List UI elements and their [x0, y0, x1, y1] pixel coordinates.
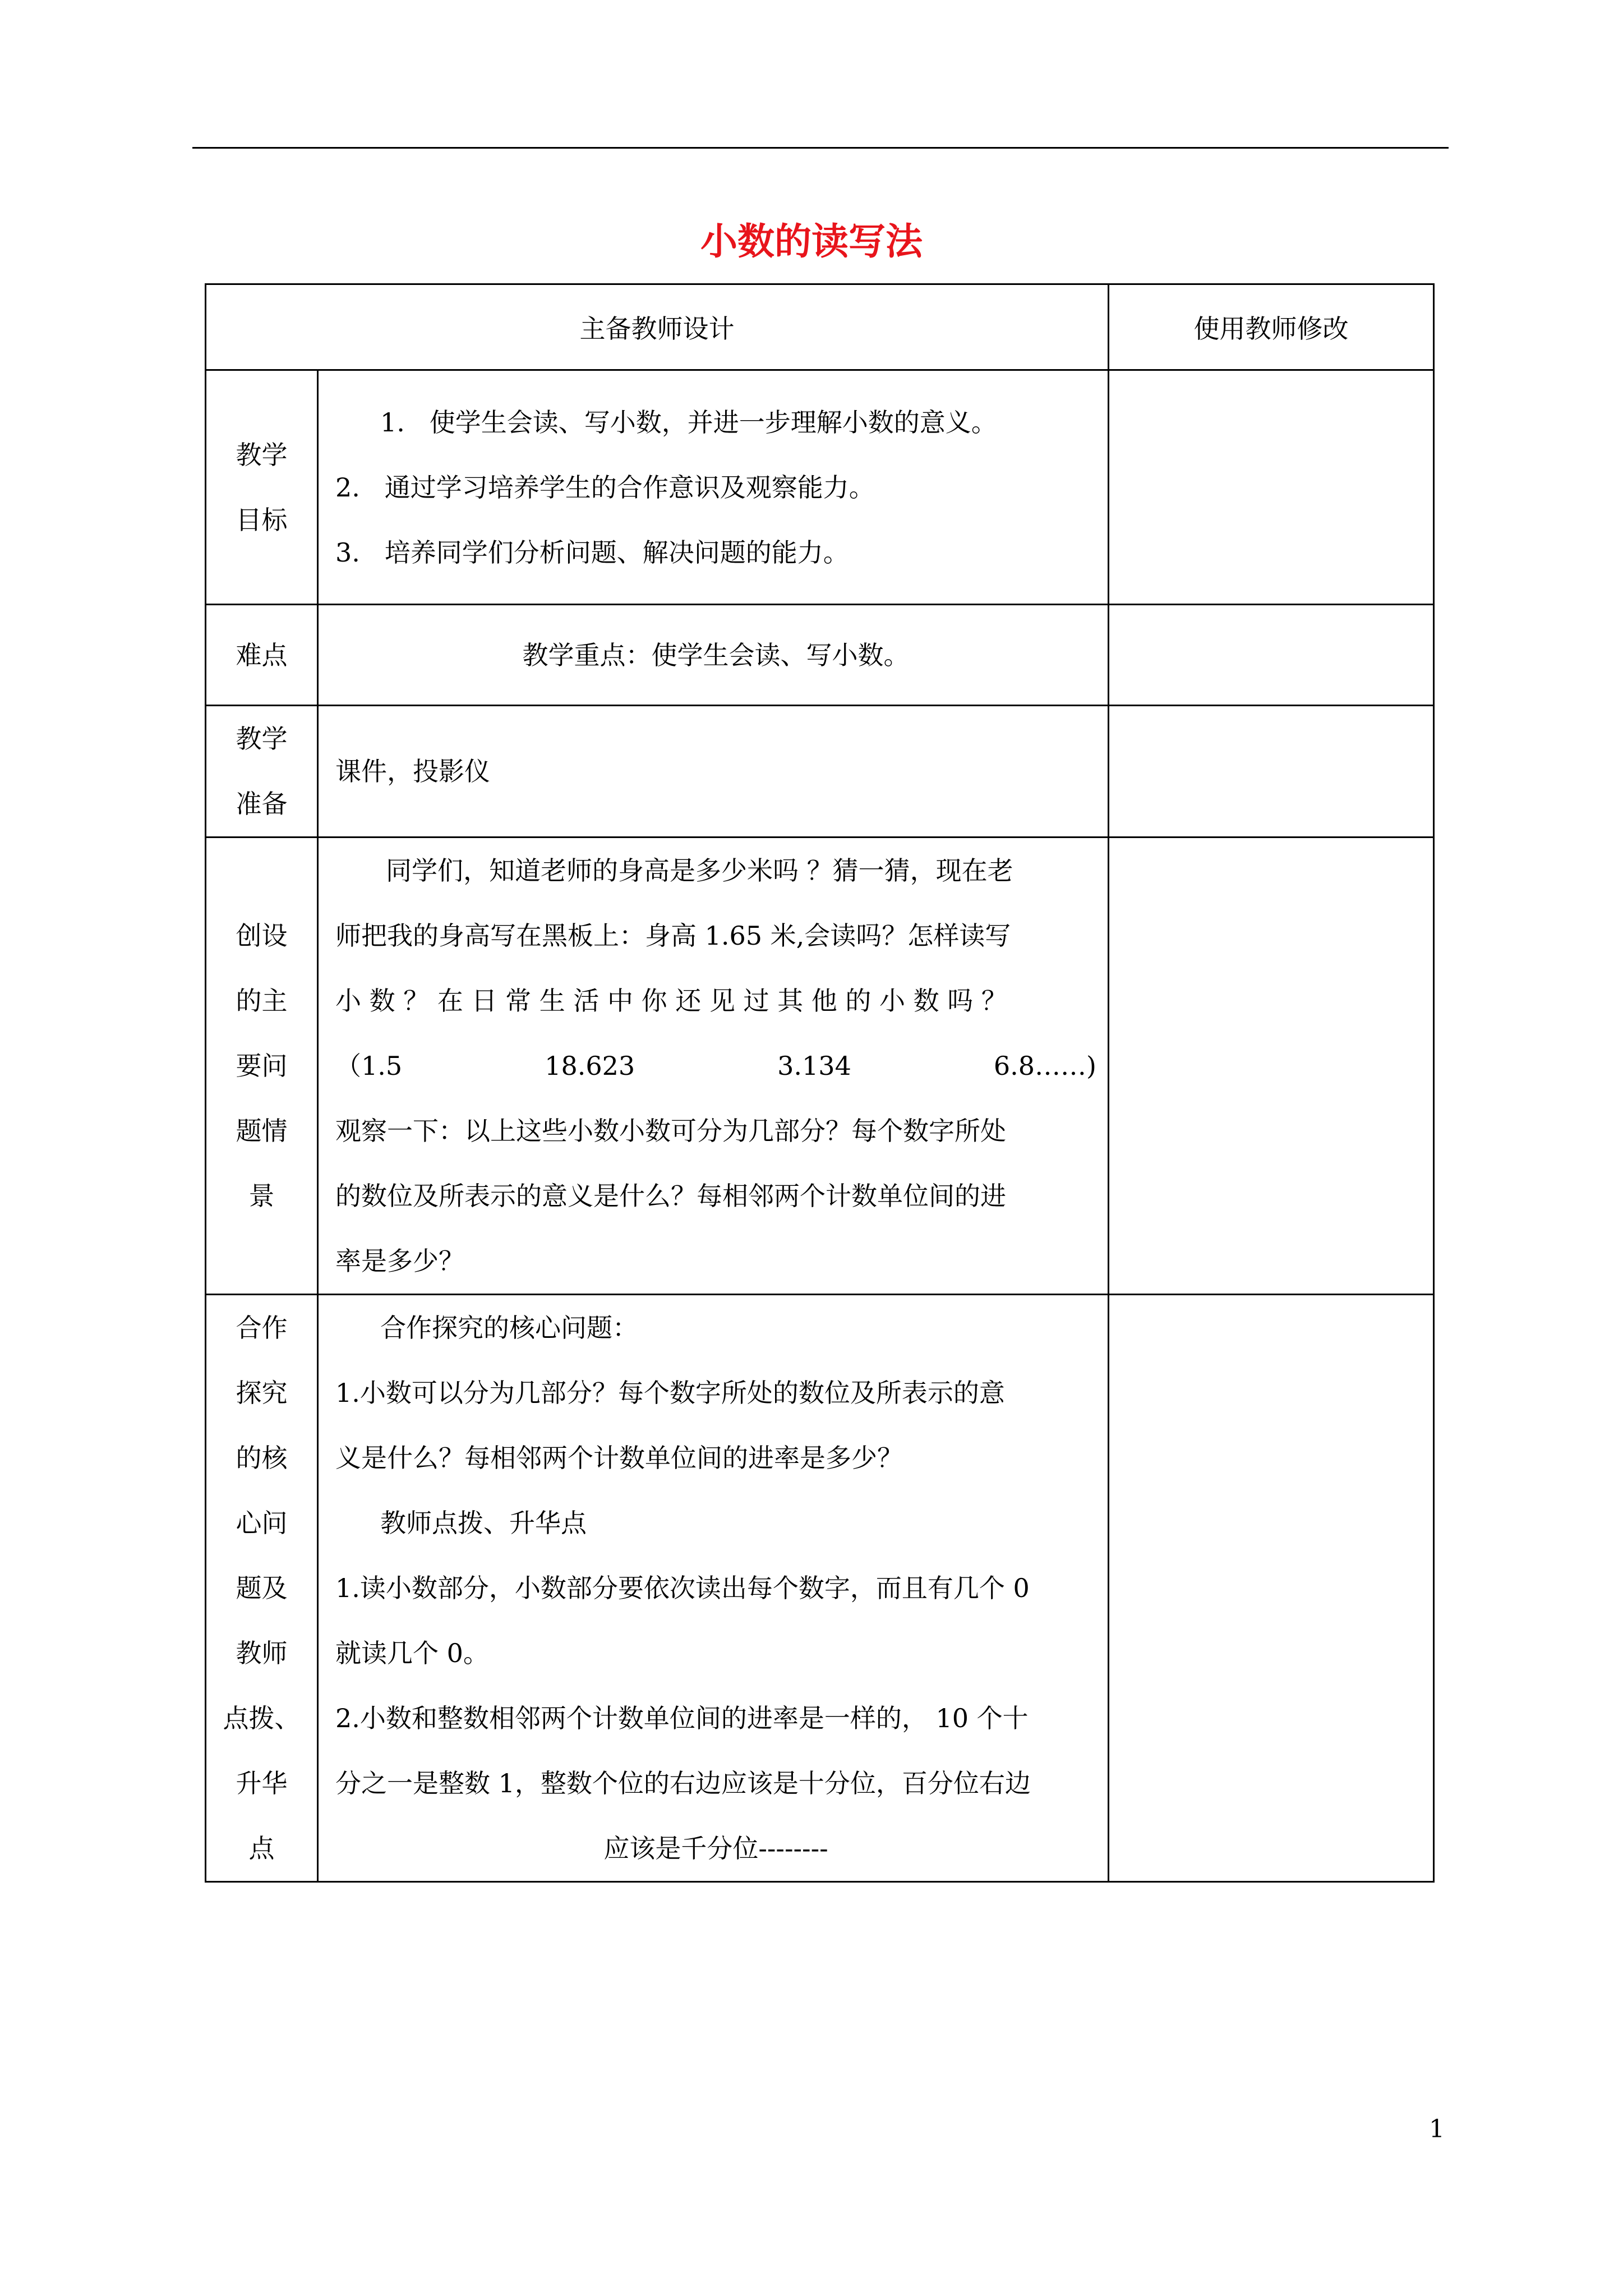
example-decimals-line [335, 1033, 1096, 1098]
row-label-difficulty: 难点 [206, 605, 318, 706]
example-decimal: 6.8……) [993, 1051, 1096, 1081]
document-title: 小数的读写法 [700, 219, 923, 263]
inquiry-line: 2.小数和整数相邻两个计数单位间的进率是一样的， 10 个十 [335, 1703, 1029, 1733]
page-number: 1 [1429, 2115, 1445, 2143]
scenario-line: 师把我的身高写在黑板上：身高 1.65 米,会读吗？怎样读写 [335, 921, 1011, 951]
inquiry-line: 1.小数可以分为几部分？每个数字所处的数位及所表示的意 [335, 1378, 1005, 1408]
revision-cell [1109, 605, 1434, 706]
difficulty-text: 教学重点：使学生会读、写小数。 [522, 639, 910, 670]
inquiry-line: 分之一是整数 1，整数个位的右边应该是十分位，百分位右边 [335, 1768, 1031, 1798]
objective-line: 1. 使学生会读、写小数，并进一步理解小数的意义。 [380, 407, 997, 438]
header-teacher-revision: 使用教师修改 [1109, 284, 1434, 370]
scenario-line: 的数位及所表示的意义是什么？每相邻两个计数单位间的进 [335, 1181, 1006, 1211]
preparation-text: 课件，投影仪 [335, 756, 490, 786]
row-content-inquiry [318, 1295, 1109, 1882]
revision-cell [1109, 838, 1434, 1295]
objective-line: 2. 通过学习培养学生的合作意识及观察能力。 [335, 472, 875, 503]
table-row-scenario [206, 838, 1434, 1295]
example-decimal: （1.5 [335, 1051, 403, 1081]
inquiry-line: 1.读小数部分，小数部分要依次读出每个数字，而且有几个 0 [335, 1573, 1030, 1603]
inquiry-heading: 合作探究的核心问题： [380, 1313, 638, 1343]
inquiry-line: 义是什么？每相邻两个计数单位间的进率是多少？ [335, 1443, 903, 1473]
header-rule [192, 147, 1449, 149]
row-label-scenario: 创设 的主 要问 题情 景 [206, 838, 318, 1295]
row-content-preparation [318, 706, 1109, 838]
scenario-line: 率是多少？ [335, 1246, 464, 1276]
header-main-teacher-design: 主备教师设计 [206, 284, 1109, 370]
row-content-objectives [318, 370, 1109, 605]
lesson-plan-table [205, 283, 1435, 1883]
revision-cell [1109, 706, 1434, 838]
revision-cell [1109, 370, 1434, 605]
scenario-line: 观察一下：以上这些小数小数可分为几部分？每个数字所处 [335, 1116, 1006, 1146]
table-row-difficulty [206, 605, 1434, 706]
scenario-line: 小 数 ？ 在 日 常 生 活 中 你 还 见 过 其 他 的 小 数 吗 ？ [335, 986, 1007, 1016]
row-content-difficulty [318, 605, 1109, 706]
objective-line: 3. 培养同学们分析问题、解决问题的能力。 [335, 537, 849, 568]
revision-cell [1109, 1295, 1434, 1882]
row-content-scenario [318, 838, 1109, 1295]
table-header-row [206, 284, 1434, 370]
table-row-objectives [206, 370, 1434, 605]
guidance-heading: 教师点拨、升华点 [380, 1508, 587, 1538]
row-label-inquiry: 合作 探究 的核 心问 题及 教师 点拨、 升华 点 [206, 1295, 318, 1882]
row-label-preparation: 教学 准备 [206, 706, 318, 838]
inquiry-line: 应该是千分位-------- [603, 1833, 828, 1864]
example-decimal: 18.623 [545, 1051, 635, 1081]
example-decimal: 3.134 [777, 1051, 851, 1081]
row-label-objectives: 教学 目标 [206, 370, 318, 605]
scenario-line: 同学们，知道老师的身高是多少米吗 ？猜一猜，现在老 [386, 855, 1013, 886]
inquiry-line: 就读几个 0。 [335, 1638, 489, 1668]
table-row-inquiry [206, 1295, 1434, 1882]
table-row-preparation [206, 706, 1434, 838]
